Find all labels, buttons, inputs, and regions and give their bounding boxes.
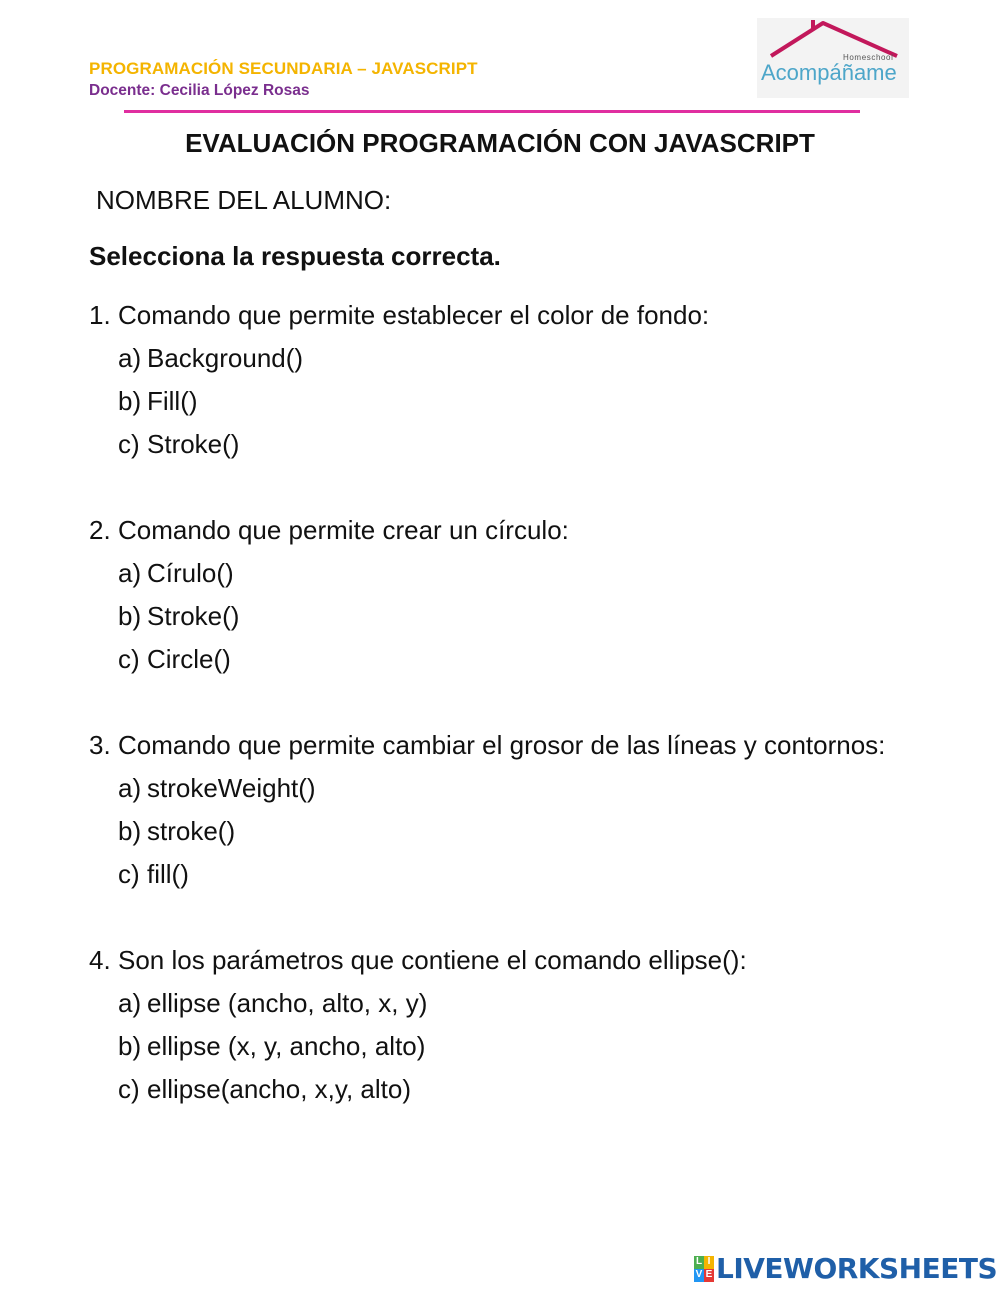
option-letter: c) [118, 859, 140, 889]
option-letter: c) [118, 644, 140, 674]
option-2c[interactable] [118, 638, 889, 681]
option-letter: a) [118, 988, 142, 1018]
option-letter: a) [118, 558, 142, 588]
liveworksheets-text: LIVEWORKSHEETS [716, 1252, 998, 1285]
header-divider [124, 110, 860, 113]
option-text: strokeWeight() [147, 773, 316, 803]
option-text: Fill() [147, 386, 198, 416]
option-letter: a) [118, 343, 142, 373]
question-list [89, 294, 889, 1154]
question-text: Son los parámetros que contiene el comando ellipse(): [118, 945, 747, 975]
question-2 [89, 509, 889, 681]
question-text: Comando que permite cambiar el grosor de las líneas y contornos: [118, 730, 886, 760]
option-1c[interactable] [118, 423, 889, 466]
option-text: fill() [147, 859, 189, 889]
header-info [89, 59, 478, 100]
student-name-label: NOMBRE DEL ALUMNO: [96, 185, 392, 215]
option-4b[interactable] [118, 1025, 889, 1068]
option-1a[interactable] [118, 337, 889, 380]
option-text: stroke() [147, 816, 236, 846]
option-letter: b) [118, 1031, 142, 1061]
option-text: Stroke() [147, 601, 240, 631]
option-text: ellipse (ancho, alto, x, y) [147, 988, 428, 1018]
option-3c[interactable] [118, 853, 889, 896]
option-4a[interactable] [118, 982, 889, 1025]
instruction-text: Selecciona la respuesta correcta. [89, 241, 501, 271]
option-3b[interactable] [118, 810, 889, 853]
option-letter: c) [118, 1074, 140, 1104]
option-text: Stroke() [147, 429, 240, 459]
option-2a[interactable] [118, 552, 889, 595]
option-letter: c) [118, 429, 140, 459]
question-4 [89, 939, 889, 1111]
question-number: 1. [89, 300, 111, 330]
logo-small-text: Homeschool [843, 53, 894, 62]
question-1 [89, 294, 889, 466]
option-text: Background() [147, 343, 304, 373]
option-text: ellipse(ancho, x,y, alto) [147, 1074, 411, 1104]
question-text: Comando que permite crear un círculo: [118, 515, 569, 545]
option-1b[interactable] [118, 380, 889, 423]
liveworksheets-icon: L I V E [695, 1256, 713, 1280]
question-3 [89, 724, 889, 896]
question-text: Comando que permite establecer el color de fondo: [118, 300, 710, 330]
option-letter: b) [118, 816, 142, 846]
option-text: Circle() [147, 644, 231, 674]
option-4c[interactable] [118, 1068, 889, 1111]
option-letter: a) [118, 773, 142, 803]
acompaname-logo [757, 18, 909, 98]
option-text: Círulo() [147, 558, 234, 588]
option-letter: b) [118, 601, 142, 631]
option-2b[interactable] [118, 595, 889, 638]
logo-text: Acompáñame [761, 60, 897, 85]
question-number: 2. [89, 515, 111, 545]
option-3a[interactable] [118, 767, 889, 810]
question-number: 4. [89, 945, 111, 975]
teacher-name: Docente: Cecilia López Rosas [89, 82, 310, 99]
liveworksheets-brand[interactable] [694, 1252, 997, 1285]
option-letter: b) [118, 386, 142, 416]
course-title: PROGRAMACIÓN SECUNDARIA – JAVASCRIPT [89, 59, 478, 78]
option-text: ellipse (x, y, ancho, alto) [147, 1031, 426, 1061]
question-number: 3. [89, 730, 111, 760]
page-title: EVALUACIÓN PROGRAMACIÓN CON JAVASCRIPT [185, 128, 815, 158]
